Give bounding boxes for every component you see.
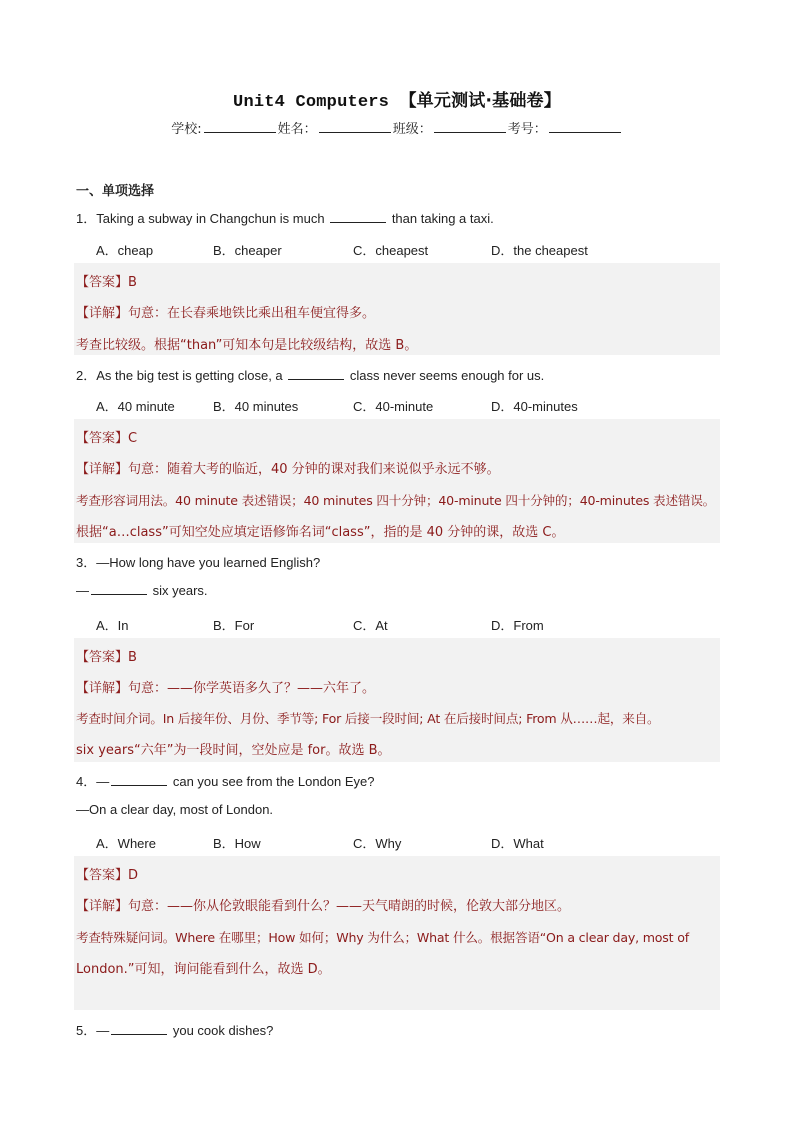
question-1-answer: 【答案】B [76,275,137,290]
question-2-option-d: D．40-minutes [491,399,578,414]
question-2-text-a: 2．As the big test is getting close, a [76,368,287,383]
question-4-option-b: B．How [213,836,261,851]
question-1-stem [76,208,494,227]
question-3-text-a: — [76,583,89,598]
question-2-answer: 【答案】C [76,431,138,446]
question-4-text-a: 4．— [76,774,110,789]
question-5-blank [111,1023,167,1035]
question-3-explain-1: 考查时间介词。In 后接年份、月份、季节等; For 后接一段时间; At 在后接时间点; From 从……起，来自。 [76,711,660,726]
question-3-text-b: six years. [149,583,208,598]
question-3-option-a: A．In [96,618,129,633]
question-3-explain-2: six years“六年”为一段时间，空处应是 for。故选 B。 [76,743,391,758]
id-label: 考号： [507,122,547,137]
question-2-detail: 【详解】句意：随着大考的临近，40 分钟的课对我们来说似乎永远不够。 [76,462,500,477]
question-4-stem-1 [76,771,374,790]
question-5-text-a: 5．— [76,1023,110,1038]
question-5-stem [76,1020,273,1039]
question-4-text-b: can you see from the London Eye? [169,774,375,789]
question-2-option-a: A．40 minute [96,399,175,414]
question-1-option-a: A．cheap [96,243,154,258]
question-2-explain-1: 考查形容词用法。40 minute 表述错误；40 minutes 四十分钟；40-minute 四十分钟的；40-minutes 表述错误。 [76,493,716,508]
question-3-stem-2 [76,583,208,598]
question-3-option-b: B．For [213,618,255,633]
school-blank[interactable] [204,120,276,133]
question-3-answer: 【答案】B [76,650,137,665]
question-2-option-c: C．40-minute [353,399,434,414]
question-3-detail: 【详解】句意：——你学英语多久了？——六年了。 [76,681,376,696]
question-1-text-b: than taking a taxi. [388,211,494,226]
question-1-option-d: D．the cheapest [491,243,588,258]
class-label: 班级： [392,122,432,137]
question-3-option-c: C．At [353,618,388,633]
question-1-option-b: B．cheaper [213,243,282,258]
question-3-stem-1: 3．—How long have you learned English? [76,555,321,570]
question-2-blank [288,368,344,380]
question-2-stem [76,365,544,384]
class-blank[interactable] [434,120,506,133]
question-5-text-b: you cook dishes? [169,1023,274,1038]
question-1-detail: 【详解】句意：在长春乘地铁比乘出租车便宜得多。 [76,306,376,321]
question-1-option-c: C．cheapest [353,243,429,258]
question-3-blank [91,583,147,595]
question-4-explain-1: 考查特殊疑问词。Where 在哪里；How 如何；Why 为什么；What 什么。根据答语“On a clear day, most of [76,930,689,945]
question-1-text-a: 1．Taking a subway in Changchun is much [76,211,329,226]
id-blank[interactable] [549,120,621,133]
question-4-detail: 【详解】句意：——你从伦敦眼能看到什么？——天气晴朗的时候，伦敦大部分地区。 [76,899,571,914]
section-title: 一、单项选择 [76,184,155,199]
question-4-explain-2: London.”可知，询问能看到什么，故选 D。 [76,962,331,977]
question-4-option-c: C．Why [353,836,402,851]
student-info-line [0,118,794,137]
title-english: Unit4 Computers [233,93,400,112]
question-2-option-b: B．40 minutes [213,399,299,414]
question-1-blank [330,211,386,223]
school-label: 学校: [171,122,202,137]
question-4-option-d: D．What [491,836,544,851]
name-blank[interactable] [319,120,391,133]
name-label: 姓名： [277,122,317,137]
page-title [0,86,794,112]
question-1-explain: 考查比较级。根据“than”可知本句是比较级结构，故选 B。 [76,338,418,353]
question-2-text-b: class never seems enough for us. [346,368,545,383]
title-chinese: 【单元测试·基础卷】 [399,91,561,111]
question-4-answer: 【答案】D [76,868,139,883]
question-3-option-d: D．From [491,618,544,633]
question-4-stem-2: —On a clear day, most of London. [76,802,274,817]
question-2-explain-2: 根据“a…class”可知空处应填定语修饰名词“class”，指的是 40 分钟的课，故选 C。 [76,525,565,540]
question-4-blank [111,774,167,786]
question-4-option-a: A．Where [96,836,156,851]
